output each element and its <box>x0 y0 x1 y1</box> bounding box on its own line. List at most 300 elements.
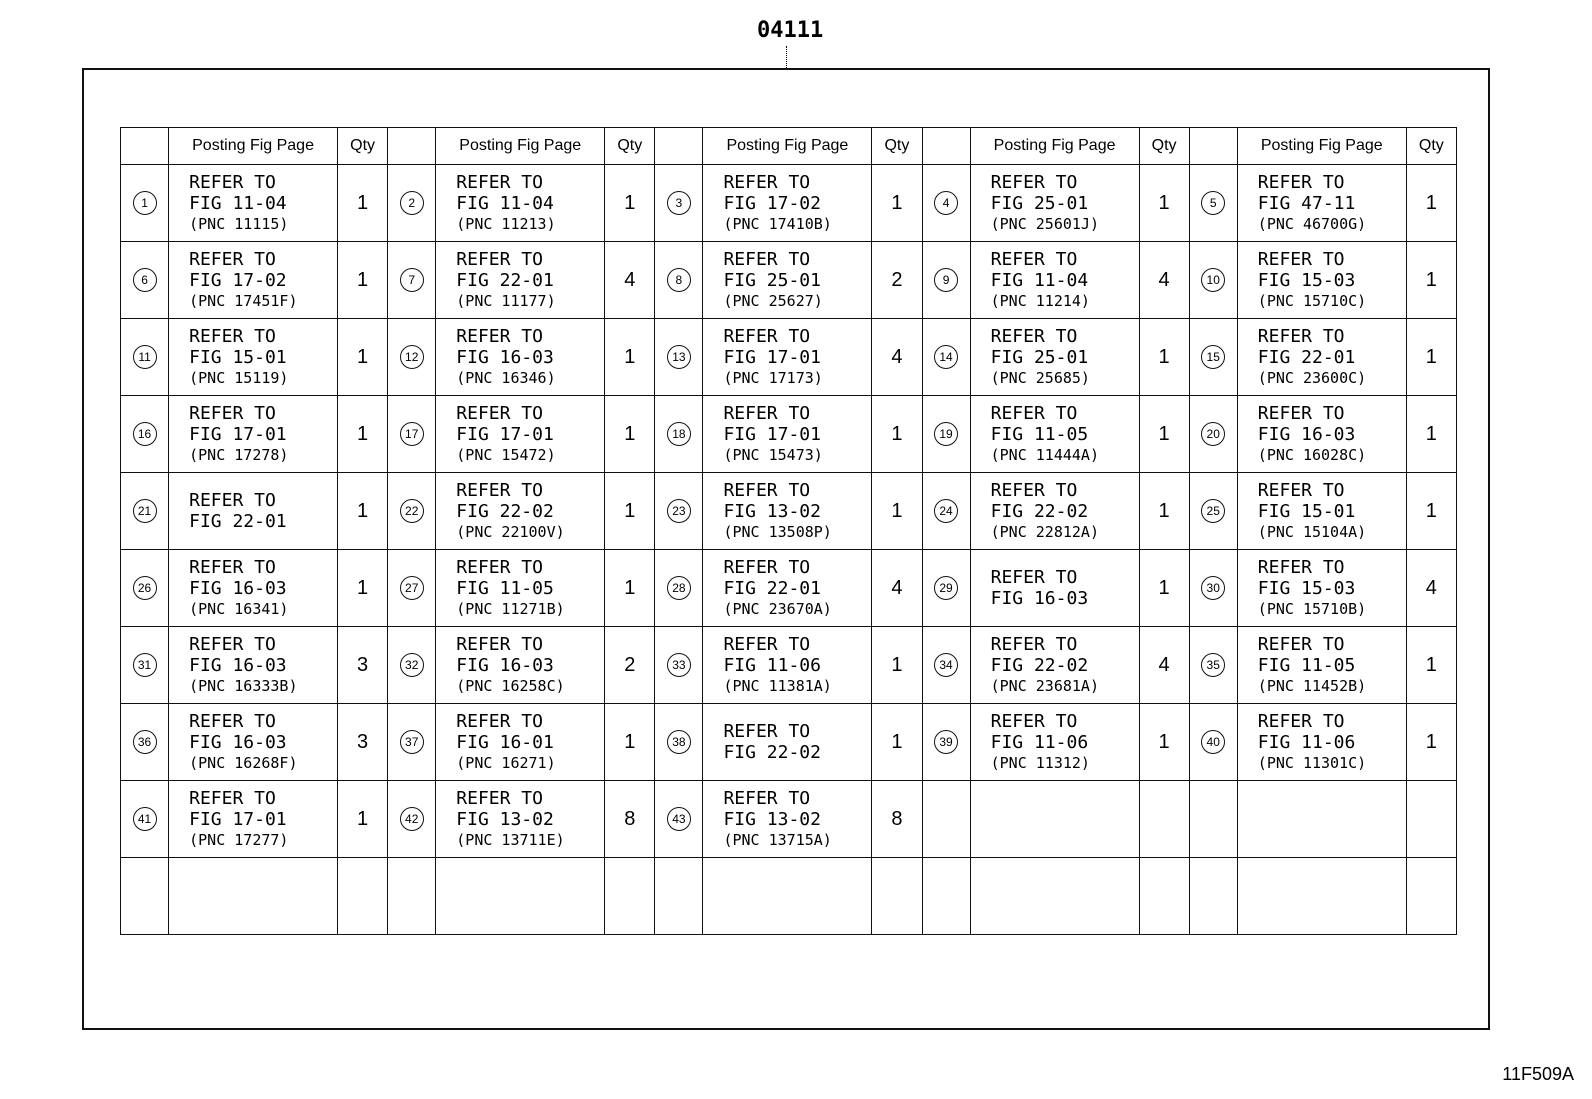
qty-cell: 1 <box>1406 242 1456 319</box>
posting-fig-page-cell <box>970 319 1139 396</box>
pnc-text: (PNC 13715A) <box>723 830 832 849</box>
table-row <box>121 858 1457 935</box>
qty-cell <box>1406 781 1456 858</box>
parts-reference-table <box>120 127 1457 935</box>
fig-reference-text: FIG 15-03 <box>1257 577 1356 599</box>
drawing-code: 11F509A <box>1502 1064 1574 1084</box>
item-number-cell <box>121 550 169 627</box>
pnc-text: (PNC 13508P) <box>723 522 832 541</box>
qty-cell: 1 <box>1406 473 1456 550</box>
fig-reference-text: FIG 11-05 <box>990 423 1089 445</box>
fig-reference-text: FIG 16-03 <box>189 654 287 676</box>
posting-fig-page-cell <box>436 781 605 858</box>
fig-reference-text: FIG 17-02 <box>189 269 287 291</box>
posting-fig-page-cell <box>703 781 872 858</box>
item-number-badge: 41 <box>133 807 157 831</box>
item-number-badge: 5 <box>1201 191 1225 215</box>
fig-reference-text: FIG 22-01 <box>1257 346 1356 368</box>
refer-to-text: REFER TO <box>1257 633 1345 655</box>
refer-to-text: REFER TO <box>189 556 276 578</box>
fig-reference-text: FIG 17-01 <box>189 423 287 445</box>
refer-to-text: REFER TO <box>723 325 811 347</box>
item-number-cell <box>388 704 436 781</box>
refer-to-text: REFER TO <box>1257 325 1345 347</box>
posting-fig-page-cell <box>970 550 1139 627</box>
pnc-text: (PNC 23670A) <box>723 599 832 618</box>
qty-cell: 1 <box>338 165 388 242</box>
fig-reference-text: FIG 22-01 <box>456 269 554 291</box>
item-number-badge: 24 <box>934 499 958 523</box>
pnc-text: (PNC 11301C) <box>1257 753 1367 772</box>
posting-fig-page-cell <box>436 858 605 935</box>
item-number-cell <box>388 858 436 935</box>
pnc-text: (PNC 15119) <box>189 368 289 387</box>
fig-reference-text: FIG 16-03 <box>456 346 554 368</box>
header-posting-fig-page: Posting Fig Page <box>169 128 338 165</box>
posting-fig-page-cell <box>169 319 338 396</box>
posting-fig-page-cell <box>436 396 605 473</box>
table-row <box>121 165 1457 242</box>
item-number-badge: 43 <box>667 807 691 831</box>
qty-cell: 1 <box>872 396 922 473</box>
item-number-badge: 34 <box>934 653 958 677</box>
posting-fig-page-cell <box>169 704 338 781</box>
qty-cell: 1 <box>1139 319 1189 396</box>
fig-reference-text: FIG 13-02 <box>723 808 821 830</box>
item-number-cell <box>655 319 703 396</box>
fig-reference-text: FIG 17-01 <box>189 808 287 830</box>
posting-fig-page-cell <box>970 242 1139 319</box>
item-number-badge: 38 <box>667 730 691 754</box>
qty-cell: 1 <box>605 550 655 627</box>
qty-cell: 1 <box>1139 550 1189 627</box>
item-number-badge: 37 <box>400 730 424 754</box>
item-number-badge: 12 <box>400 345 424 369</box>
pnc-text: (PNC 15104A) <box>1257 522 1367 541</box>
item-number-cell <box>388 627 436 704</box>
item-number-badge: 35 <box>1201 653 1225 677</box>
refer-to-text: REFER TO <box>723 171 811 193</box>
item-number-badge: 8 <box>667 268 691 292</box>
pnc-text: (PNC 23600C) <box>1257 368 1367 387</box>
qty-cell: 1 <box>1406 396 1456 473</box>
item-number-cell <box>1189 858 1237 935</box>
qty-cell: 1 <box>338 473 388 550</box>
refer-to-text: REFER TO <box>723 787 811 809</box>
item-number-badge: 19 <box>934 422 958 446</box>
qty-cell: 1 <box>1139 396 1189 473</box>
refer-to-text: REFER TO <box>1257 710 1345 732</box>
fig-reference-text: FIG 11-05 <box>1257 654 1356 676</box>
refer-to-text: REFER TO <box>456 787 543 809</box>
qty-cell: 3 <box>338 704 388 781</box>
item-number-badge: 40 <box>1201 730 1225 754</box>
refer-to-text: REFER TO <box>1257 402 1345 424</box>
posting-fig-page-cell <box>1237 473 1406 550</box>
item-number-badge: 2 <box>400 191 424 215</box>
pnc-text: (PNC 11452B) <box>1257 676 1367 695</box>
header-blank <box>922 128 970 165</box>
table-row <box>121 473 1457 550</box>
item-number-badge: 14 <box>934 345 958 369</box>
item-number-badge: 13 <box>667 345 691 369</box>
posting-fig-page-cell <box>436 473 605 550</box>
posting-fig-page-cell <box>970 627 1139 704</box>
refer-to-text: REFER TO <box>990 479 1078 501</box>
fig-reference-text: FIG 16-03 <box>189 577 287 599</box>
posting-fig-page-cell <box>703 704 872 781</box>
posting-fig-page-cell <box>169 473 338 550</box>
item-number-cell <box>121 473 169 550</box>
fig-reference-text: FIG 22-02 <box>723 742 821 763</box>
refer-to-text: REFER TO <box>1257 248 1345 270</box>
qty-cell: 4 <box>872 550 922 627</box>
header-blank <box>655 128 703 165</box>
header-posting-fig-page: Posting Fig Page <box>703 128 872 165</box>
pnc-text: (PNC 11213) <box>456 214 556 233</box>
table-row <box>121 319 1457 396</box>
item-number-cell <box>922 165 970 242</box>
posting-fig-page-cell <box>169 627 338 704</box>
header-blank <box>121 128 169 165</box>
refer-to-text: REFER TO <box>189 171 276 193</box>
header-blank <box>1189 128 1237 165</box>
refer-to-text: REFER TO <box>189 633 276 655</box>
fig-reference-text: FIG 11-05 <box>456 577 554 599</box>
refer-to-text: REFER TO <box>456 479 543 501</box>
table-row <box>121 396 1457 473</box>
header-qty: Qty <box>1139 128 1189 165</box>
posting-fig-page-cell <box>1237 781 1406 858</box>
fig-reference-text: FIG 15-03 <box>1257 269 1356 291</box>
pnc-text: (PNC 16341) <box>189 599 289 618</box>
posting-fig-page-cell <box>1237 704 1406 781</box>
item-number-badge: 30 <box>1201 576 1225 600</box>
item-number-cell <box>1189 781 1237 858</box>
posting-fig-page-cell <box>703 473 872 550</box>
posting-fig-page-cell <box>436 704 605 781</box>
fig-reference-text: FIG 16-03 <box>1257 423 1356 445</box>
table-row <box>121 627 1457 704</box>
item-number-badge: 10 <box>1201 268 1225 292</box>
posting-fig-page-cell <box>1237 858 1406 935</box>
pnc-text: (PNC 25685) <box>990 368 1090 387</box>
pnc-text: (PNC 17173) <box>723 368 823 387</box>
pnc-text: (PNC 13711E) <box>456 830 565 849</box>
item-number-cell <box>121 165 169 242</box>
posting-fig-page-cell <box>970 858 1139 935</box>
header-blank <box>388 128 436 165</box>
refer-to-text: REFER TO <box>990 171 1078 193</box>
pnc-text: (PNC 16268F) <box>189 753 298 772</box>
item-number-cell <box>121 396 169 473</box>
qty-cell: 4 <box>1139 627 1189 704</box>
qty-cell <box>1406 858 1456 935</box>
posting-fig-page-cell <box>169 396 338 473</box>
pnc-text: (PNC 17451F) <box>189 291 298 310</box>
pnc-text: (PNC 16333B) <box>189 676 298 695</box>
item-number-cell <box>388 319 436 396</box>
qty-cell: 1 <box>872 165 922 242</box>
posting-fig-page-cell <box>436 319 605 396</box>
qty-cell: 1 <box>605 704 655 781</box>
part-number: 04111 <box>757 18 824 43</box>
fig-reference-text: FIG 13-02 <box>723 500 821 522</box>
item-number-badge: 16 <box>133 422 157 446</box>
table-row <box>121 704 1457 781</box>
fig-reference-text: FIG 17-01 <box>723 423 821 445</box>
refer-to-text: REFER TO <box>990 248 1078 270</box>
fig-reference-text: FIG 11-06 <box>1257 731 1356 753</box>
item-number-cell <box>655 396 703 473</box>
item-number-badge: 18 <box>667 422 691 446</box>
qty-cell: 1 <box>872 704 922 781</box>
item-number-badge: 9 <box>934 268 958 292</box>
item-number-cell <box>1189 704 1237 781</box>
posting-fig-page-cell <box>169 242 338 319</box>
item-number-cell <box>1189 165 1237 242</box>
posting-fig-page-cell <box>436 550 605 627</box>
posting-fig-page-cell <box>703 396 872 473</box>
qty-cell: 1 <box>338 319 388 396</box>
refer-to-text: REFER TO <box>189 325 276 347</box>
fig-reference-text: FIG 11-04 <box>189 192 287 214</box>
fig-reference-text: FIG 22-02 <box>456 500 554 522</box>
item-number-badge: 32 <box>400 653 424 677</box>
pnc-text: (PNC 11381A) <box>723 676 832 695</box>
posting-fig-page-cell <box>1237 319 1406 396</box>
fig-reference-text: FIG 16-03 <box>189 731 287 753</box>
qty-cell: 1 <box>605 165 655 242</box>
posting-fig-page-cell <box>970 396 1139 473</box>
item-number-cell <box>922 704 970 781</box>
item-number-badge: 22 <box>400 499 424 523</box>
pnc-text: (PNC 16028C) <box>1257 445 1367 464</box>
item-number-cell <box>388 781 436 858</box>
item-number-badge: 31 <box>133 653 157 677</box>
posting-fig-page-cell <box>436 165 605 242</box>
posting-fig-page-cell <box>703 627 872 704</box>
pnc-text: (PNC 17278) <box>189 445 289 464</box>
qty-cell <box>1139 858 1189 935</box>
fig-reference-text: FIG 47-11 <box>1257 192 1356 214</box>
item-number-cell <box>388 165 436 242</box>
item-number-badge: 28 <box>667 576 691 600</box>
refer-to-text: REFER TO <box>990 402 1078 424</box>
item-number-badge: 29 <box>934 576 958 600</box>
posting-fig-page-cell <box>169 781 338 858</box>
fig-reference-text: FIG 16-03 <box>990 588 1089 609</box>
qty-cell: 1 <box>605 396 655 473</box>
pnc-text: (PNC 25627) <box>723 291 823 310</box>
pnc-text: (PNC 16258C) <box>456 676 565 695</box>
fig-reference-text: FIG 11-06 <box>990 731 1089 753</box>
refer-to-text: REFER TO <box>723 402 811 424</box>
refer-to-text: REFER TO <box>456 325 543 347</box>
qty-cell: 8 <box>872 781 922 858</box>
qty-cell: 1 <box>1139 473 1189 550</box>
item-number-badge: 25 <box>1201 499 1225 523</box>
item-number-cell <box>922 550 970 627</box>
item-number-badge: 39 <box>934 730 958 754</box>
header-posting-fig-page: Posting Fig Page <box>1237 128 1406 165</box>
item-number-badge: 3 <box>667 191 691 215</box>
fig-reference-text: FIG 22-01 <box>723 577 821 599</box>
posting-fig-page-cell <box>1237 396 1406 473</box>
pnc-text: (PNC 22100V) <box>456 522 565 541</box>
qty-cell <box>338 858 388 935</box>
qty-cell: 1 <box>1406 627 1456 704</box>
refer-to-text: REFER TO <box>1257 556 1345 578</box>
fig-reference-text: FIG 22-02 <box>990 654 1089 676</box>
pnc-text: (PNC 11444A) <box>990 445 1099 464</box>
table-body <box>121 165 1457 935</box>
qty-cell: 4 <box>605 242 655 319</box>
posting-fig-page-cell <box>970 704 1139 781</box>
fig-reference-text: FIG 22-02 <box>990 500 1089 522</box>
fig-reference-text: FIG 13-02 <box>456 808 554 830</box>
item-number-cell <box>121 858 169 935</box>
header-posting-fig-page: Posting Fig Page <box>436 128 605 165</box>
refer-to-text: REFER TO <box>723 721 811 742</box>
pnc-text: (PNC 16346) <box>456 368 556 387</box>
item-number-badge: 6 <box>133 268 157 292</box>
header-qty: Qty <box>1406 128 1456 165</box>
item-number-cell <box>121 704 169 781</box>
fig-reference-text: FIG 25-01 <box>990 346 1089 368</box>
qty-cell: 4 <box>1139 242 1189 319</box>
table-row <box>121 242 1457 319</box>
refer-to-text: REFER TO <box>456 171 543 193</box>
qty-cell: 2 <box>872 242 922 319</box>
refer-to-text: REFER TO <box>189 248 276 270</box>
fig-reference-text: FIG 22-01 <box>189 511 287 532</box>
qty-cell: 3 <box>338 627 388 704</box>
item-number-cell <box>655 550 703 627</box>
refer-to-text: REFER TO <box>1257 171 1345 193</box>
pnc-text: (PNC 15710B) <box>1257 599 1367 618</box>
leader-line <box>786 46 788 68</box>
item-number-badge: 33 <box>667 653 691 677</box>
posting-fig-page-cell <box>1237 242 1406 319</box>
fig-reference-text: FIG 11-04 <box>456 192 554 214</box>
pnc-text: (PNC 17410B) <box>723 214 832 233</box>
item-number-cell <box>1189 627 1237 704</box>
posting-fig-page-cell <box>970 165 1139 242</box>
fig-reference-text: FIG 17-01 <box>456 423 554 445</box>
refer-to-text: REFER TO <box>1257 479 1345 501</box>
pnc-text: (PNC 15472) <box>456 445 556 464</box>
qty-cell: 1 <box>1139 704 1189 781</box>
fig-reference-text: FIG 16-03 <box>456 654 554 676</box>
item-number-badge: 42 <box>400 807 424 831</box>
posting-fig-page-cell <box>436 242 605 319</box>
item-number-badge: 36 <box>133 730 157 754</box>
item-number-cell <box>922 242 970 319</box>
qty-cell: 1 <box>872 473 922 550</box>
posting-fig-page-cell <box>703 858 872 935</box>
refer-to-text: REFER TO <box>990 567 1078 588</box>
pnc-text: (PNC 11177) <box>456 291 556 310</box>
refer-to-text: REFER TO <box>990 325 1078 347</box>
refer-to-text: REFER TO <box>189 787 276 809</box>
header-qty: Qty <box>605 128 655 165</box>
qty-cell: 4 <box>1406 550 1456 627</box>
qty-cell: 1 <box>872 627 922 704</box>
pnc-text: (PNC 25601J) <box>990 214 1099 233</box>
header-posting-fig-page: Posting Fig Page <box>970 128 1139 165</box>
pnc-text: (PNC 46700G) <box>1257 214 1367 233</box>
item-number-cell <box>922 858 970 935</box>
item-number-cell <box>655 165 703 242</box>
fig-reference-text: FIG 15-01 <box>189 346 287 368</box>
pnc-text: (PNC 16271) <box>456 753 556 772</box>
posting-fig-page-cell <box>970 781 1139 858</box>
qty-cell: 1 <box>605 473 655 550</box>
item-number-cell <box>1189 242 1237 319</box>
qty-cell: 1 <box>1139 165 1189 242</box>
qty-cell: 8 <box>605 781 655 858</box>
pnc-text: (PNC 17277) <box>189 830 289 849</box>
qty-cell: 1 <box>338 550 388 627</box>
item-number-cell <box>1189 550 1237 627</box>
qty-cell: 1 <box>1406 165 1456 242</box>
item-number-cell <box>121 319 169 396</box>
pnc-text: (PNC 15473) <box>723 445 823 464</box>
item-number-cell <box>655 473 703 550</box>
pnc-text: (PNC 11214) <box>990 291 1090 310</box>
refer-to-text: REFER TO <box>189 710 276 732</box>
posting-fig-page-cell <box>703 242 872 319</box>
pnc-text: (PNC 11312) <box>990 753 1090 772</box>
qty-cell <box>605 858 655 935</box>
item-number-cell <box>922 396 970 473</box>
refer-to-text: REFER TO <box>723 479 811 501</box>
item-number-cell <box>1189 396 1237 473</box>
fig-reference-text: FIG 25-01 <box>990 192 1089 214</box>
qty-cell: 2 <box>605 627 655 704</box>
fig-reference-text: FIG 11-04 <box>990 269 1089 291</box>
posting-fig-page-cell <box>169 858 338 935</box>
header-qty: Qty <box>338 128 388 165</box>
item-number-cell <box>121 781 169 858</box>
item-number-cell <box>655 781 703 858</box>
table-row <box>121 550 1457 627</box>
pnc-text: (PNC 11115) <box>189 214 289 233</box>
fig-reference-text: FIG 11-06 <box>723 654 821 676</box>
item-number-badge: 11 <box>133 345 157 369</box>
refer-to-text: REFER TO <box>456 402 543 424</box>
qty-cell <box>872 858 922 935</box>
posting-fig-page-cell <box>970 473 1139 550</box>
posting-fig-page-cell <box>169 550 338 627</box>
item-number-cell <box>922 627 970 704</box>
item-number-badge: 4 <box>934 191 958 215</box>
pnc-text: (PNC 15710C) <box>1257 291 1367 310</box>
item-number-cell <box>121 627 169 704</box>
pnc-text: (PNC 11271B) <box>456 599 565 618</box>
item-number-badge: 21 <box>133 499 157 523</box>
fig-reference-text: FIG 15-01 <box>1257 500 1356 522</box>
pnc-text: (PNC 23681A) <box>990 676 1099 695</box>
posting-fig-page-cell <box>703 165 872 242</box>
fig-reference-text: FIG 17-02 <box>723 192 821 214</box>
refer-to-text: REFER TO <box>189 402 276 424</box>
posting-fig-page-cell <box>1237 550 1406 627</box>
refer-to-text: REFER TO <box>723 556 811 578</box>
item-number-badge: 7 <box>400 268 424 292</box>
item-number-cell <box>655 858 703 935</box>
